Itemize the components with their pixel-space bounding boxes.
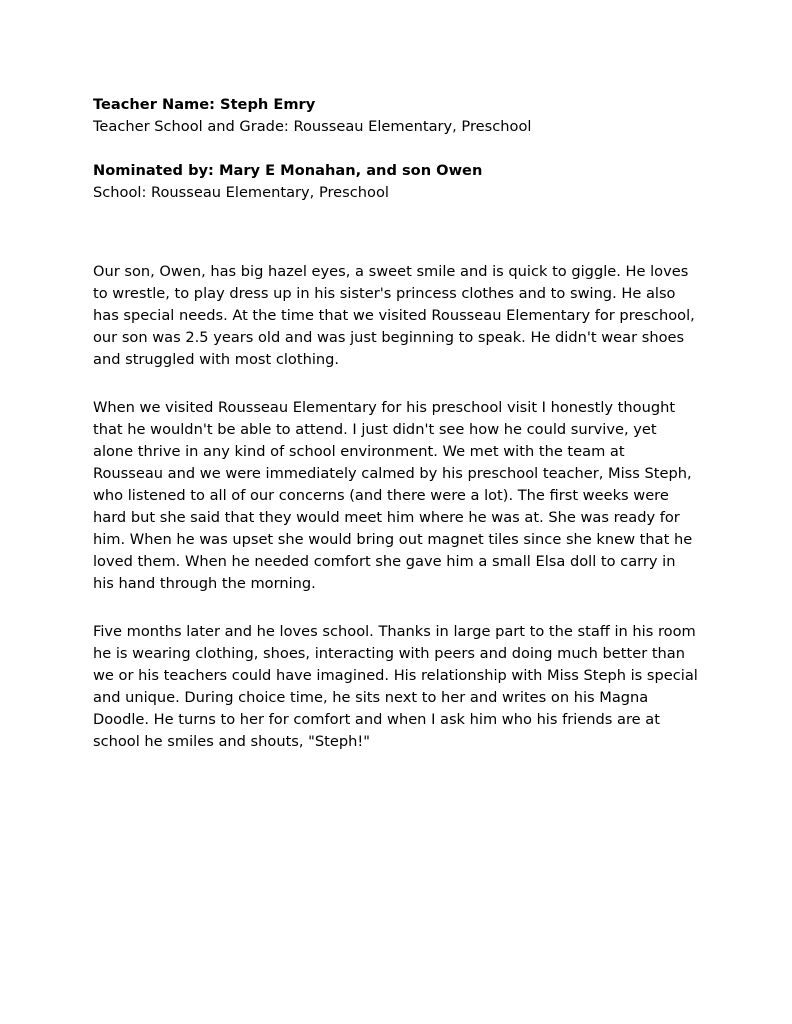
paragraph-line: and struggled with most clothing. (93, 351, 340, 368)
paragraph-line: loved them. When he needed comfort she gave him a small Elsa doll to carry in (93, 553, 676, 570)
paragraph-line: Our son, Owen, has big hazel eyes, a sweet smile and is quick to giggle. He loves (93, 263, 689, 280)
paragraph-line: that he wouldn't be able to attend. I just didn't see how he could survive, yet (93, 421, 657, 438)
paragraph-line: alone thrive in any kind of school environment. We met with the team at (93, 443, 625, 460)
paragraph-line: our son was 2.5 years old and was just beginning to speak. He didn't wear shoes (93, 329, 685, 346)
paragraph-line: When we visited Rousseau Elementary for his preschool visit I honestly thought (93, 399, 676, 416)
paragraph-line: Doodle. He turns to her for comfort and when I ask him who his friends are at (93, 711, 660, 728)
paragraph-line: hard but she said that they would meet him where he was at. She was ready for (93, 509, 680, 526)
paragraph-line: school he smiles and shouts, "Steph!" (93, 733, 370, 750)
teacher-school-grade: Teacher School and Grade: Rousseau Elementary, Preschool (93, 118, 532, 135)
paragraph-line: to wrestle, to play dress up in his sister's princess clothes and to swing. He also (93, 285, 676, 302)
paragraph-line: Rousseau and we were immediately calmed by his preschool teacher, Miss Steph, (93, 465, 692, 482)
nominator-school: School: Rousseau Elementary, Preschool (93, 184, 389, 201)
paragraph-line: Five months later and he loves school. Thanks in large part to the staff in his room (93, 623, 696, 640)
paragraph-line: and unique. During choice time, he sits next to her and writes on his Magna (93, 689, 649, 706)
paragraph-line: he is wearing clothing, shoes, interacting with peers and doing much better than (93, 645, 685, 662)
paragraph-line: we or his teachers could have imagined. His relationship with Miss Steph is special (93, 667, 698, 684)
paragraph-line: who listened to all of our concerns (and there were a lot). The first weeks were (93, 487, 669, 504)
nominated-by: Nominated by: Mary E Monahan, and son Owen (93, 162, 483, 179)
paragraph-line: him. When he was upset she would bring out magnet tiles since she knew that he (93, 531, 693, 548)
teacher-name: Teacher Name: Steph Emry (93, 96, 316, 113)
paragraph-line: his hand through the morning. (93, 575, 316, 592)
paragraph-line: has special needs. At the time that we visited Rousseau Elementary for preschool, (93, 307, 695, 324)
